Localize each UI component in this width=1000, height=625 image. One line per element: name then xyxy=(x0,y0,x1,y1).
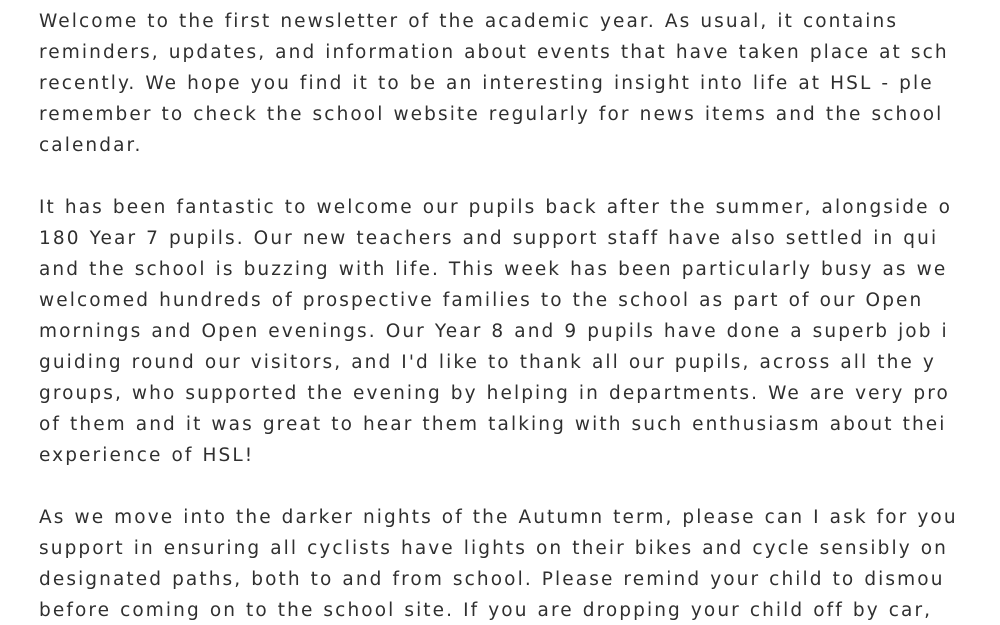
text-line: recently. We hope you find it to be an interesting insight into life at HSL - ple xyxy=(39,73,934,94)
text-line: reminders, updates, and information about events that have taken place at sch xyxy=(39,42,949,63)
text-line: guiding round our visitors, and I'd like to thank all our pupils, across all the y xyxy=(39,352,936,373)
text-line: remember to check the school website regularly for news items and the school xyxy=(39,104,944,125)
text-line: experience of HSL! xyxy=(39,445,255,466)
text-line: and the school is buzzing with life. This week has been particularly busy as we xyxy=(39,259,948,280)
text-line: welcomed hundreds of prospective families to the school as part of our Open xyxy=(39,290,924,311)
text-line: 180 Year 7 pupils. Our new teachers and support staff have also settled in qui xyxy=(39,228,939,249)
text-line: Welcome to the first newsletter of the academic year. As usual, it contains xyxy=(39,11,899,32)
text-line: mornings and Open evenings. Our Year 8 and 9 pupils have done a superb job i xyxy=(39,321,949,342)
text-line: before coming on to the school site. If you are dropping your child off by car, xyxy=(39,600,933,621)
text-line: designated paths, both to and from school. Please remind your child to dismou xyxy=(39,569,945,590)
text-line: It has been fantastic to welcome our pupils back after the summer, alongside o xyxy=(39,197,953,218)
paragraph-welcome xyxy=(39,6,1000,161)
text-line: calendar. xyxy=(39,135,143,156)
text-line: As we move into the darker nights of the Autumn term, please can I ask for you xyxy=(39,507,958,528)
text-line: groups, who supported the evening by helping in departments. We are very pro xyxy=(39,383,950,404)
text-line: support in ensuring all cyclists have lights on their bikes and cycle sensibly on xyxy=(39,538,948,559)
newsletter-body xyxy=(39,6,1000,625)
paragraph-welcome-back xyxy=(39,192,1000,471)
paragraph-road-safety xyxy=(39,502,1000,625)
text-line: of them and it was great to hear them talking with such enthusiasm about thei xyxy=(39,414,947,435)
